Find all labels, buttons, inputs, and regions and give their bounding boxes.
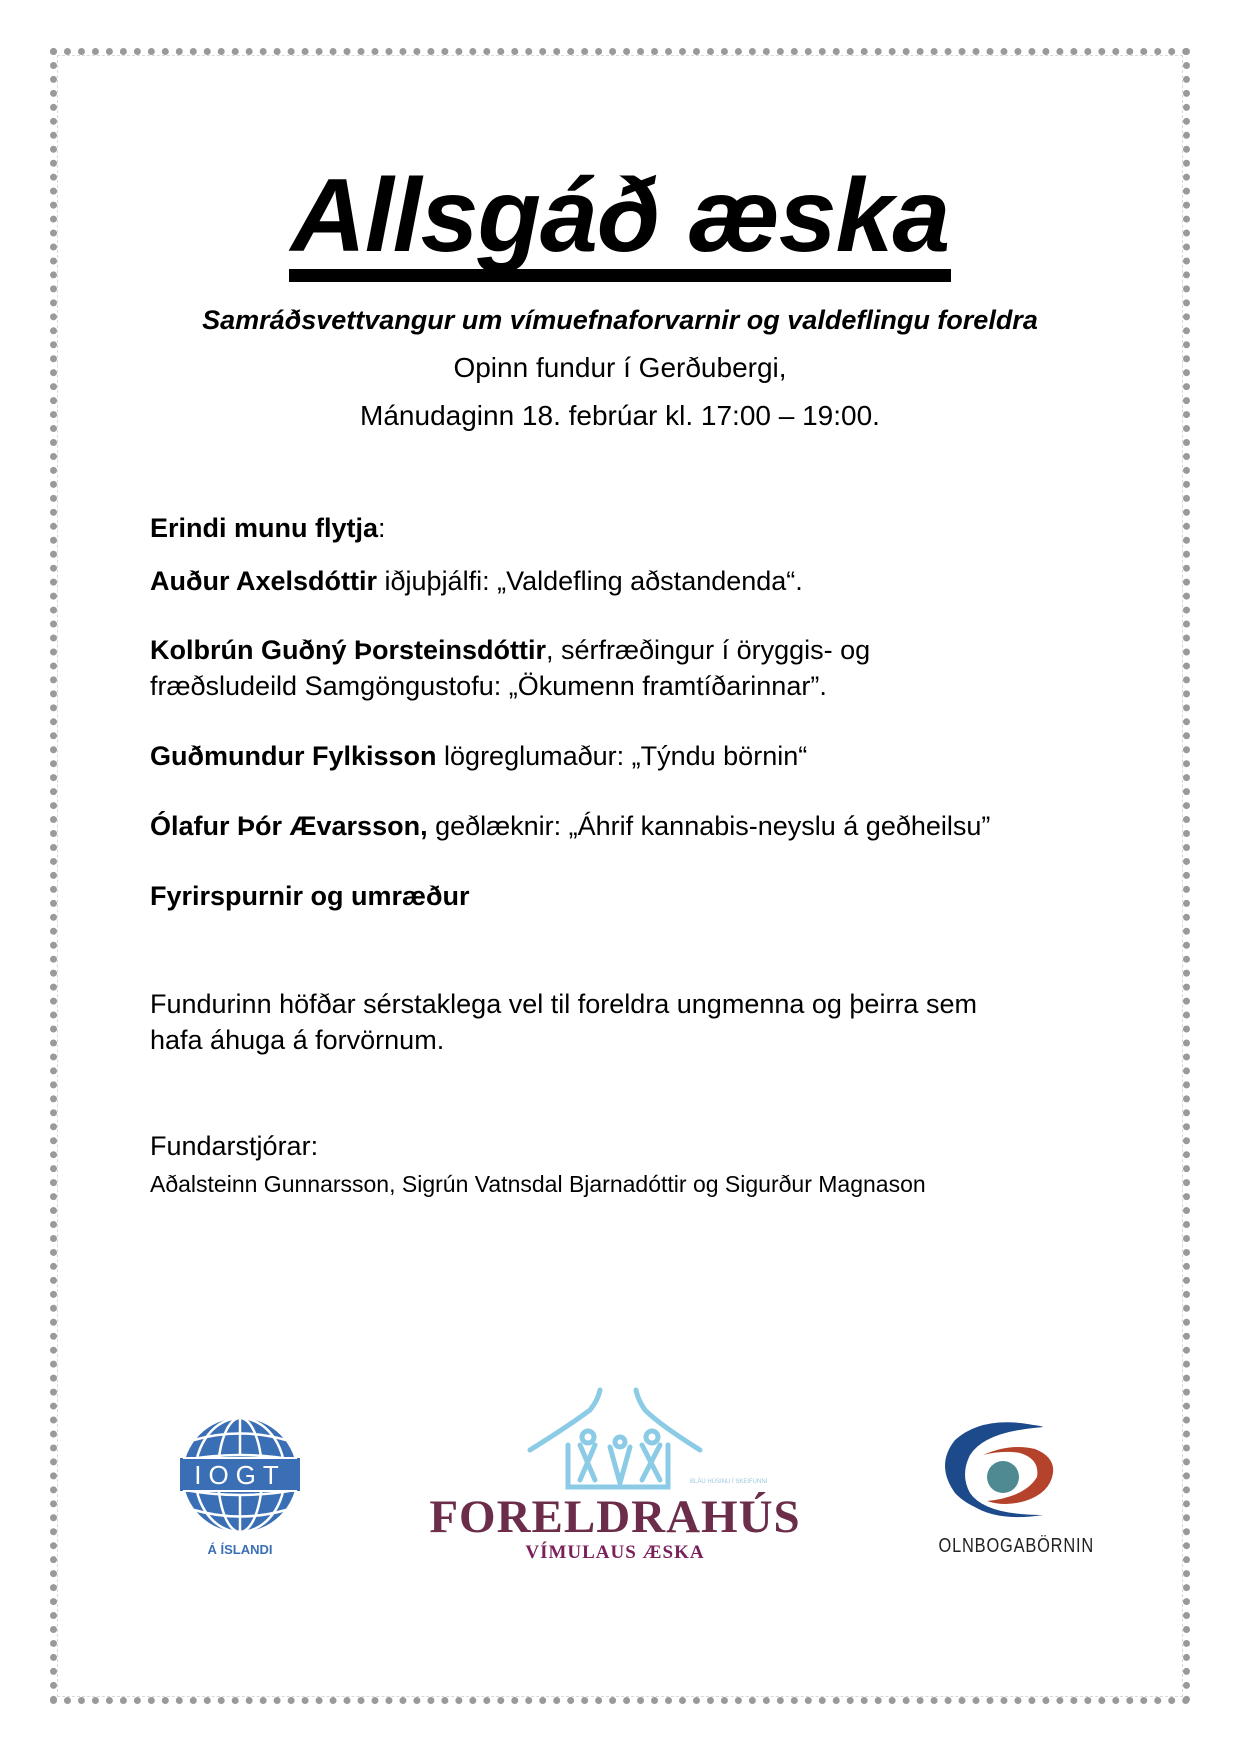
olnbogabornin-logo <box>925 1415 1095 1557</box>
speaker-talk: geðlæknir: „Áhrif kannabis-neyslu á geðheilsu” <box>427 811 991 841</box>
speaker-name: Auður Axelsdóttir <box>150 566 378 596</box>
speaker-item <box>150 632 1090 704</box>
chairs-names: Aðalsteinn Gunnarsson, Sigrún Vatnsdal Bjarnadóttir og Sigurður Magnason <box>150 1171 926 1197</box>
speakers-heading-colon: : <box>378 513 386 543</box>
foreldrahus-small-text: BLÁU HÚSINU Í SKEIFUNNI <box>690 1479 768 1485</box>
speaker-talk: iðjuþjálfi: „Valdefling aðstandenda“. <box>377 566 803 596</box>
foreldrahus-logo <box>420 1385 810 1570</box>
speaker-talk: , sérfræðingur í öryggis- og <box>546 635 871 665</box>
speaker-talk-cont: fræðsludeild Samgöngustofu: „Ökumenn framtíðarinnar”. <box>150 671 827 701</box>
speaker-item <box>150 738 1090 774</box>
discussion-line <box>150 878 1090 914</box>
foreldrahus-tagline: VÍMULAUS ÆSKA <box>525 1542 705 1563</box>
audience-line-1: Fundurinn höfðar sérstaklega vel til foreldra ungmenna og þeirra sem <box>150 989 977 1019</box>
iogt-text: IOGT <box>194 1460 286 1490</box>
subtitle: Samráðsvettvangur um vímuefnaforvarnir og valdeflingu foreldra <box>202 305 1038 335</box>
speaker-name: Guðmundur Fylkisson <box>150 741 437 771</box>
speaker-talk: lögreglumaður: „Týndu börnin“ <box>436 741 808 771</box>
speaker-name: Ólafur Þór Ævarsson, <box>150 811 428 841</box>
chairs-heading: Fundarstjórar: <box>150 1131 319 1161</box>
poster-title-wrap <box>0 158 1240 282</box>
audience-line-2: hafa áhuga á forvörnum. <box>150 1025 445 1055</box>
iogt-subtext: Á ÍSLANDI <box>207 1542 273 1557</box>
poster-title: Allsgáð æska <box>289 165 952 282</box>
discussion-text: Fyrirspurnir og umræður <box>150 881 470 911</box>
speakers-heading <box>150 510 1090 546</box>
speaker-item <box>150 563 1090 599</box>
speaker-item <box>150 808 1110 844</box>
speakers-heading-text: Erindi munu flytja <box>150 513 379 543</box>
foreldrahus-name: FORELDRAHÚS <box>429 1491 801 1543</box>
iogt-globe-icon <box>180 1415 300 1535</box>
audience-paragraph <box>150 986 1110 1058</box>
olnbogabornin-eye-icon <box>925 1415 1075 1530</box>
olnbogabornin-name: OLNBOGABÖRNIN <box>938 1535 1095 1557</box>
date-line: Mánudaginn 18. febrúar kl. 17:00 – 19:00. <box>360 400 880 431</box>
iogt-logo <box>180 1415 300 1555</box>
venue-line: Opinn fundur í Gerðubergi, <box>453 352 787 383</box>
speaker-name: Kolbrún Guðný Þorsteinsdóttir <box>150 635 546 665</box>
house-family-icon <box>420 1385 810 1495</box>
